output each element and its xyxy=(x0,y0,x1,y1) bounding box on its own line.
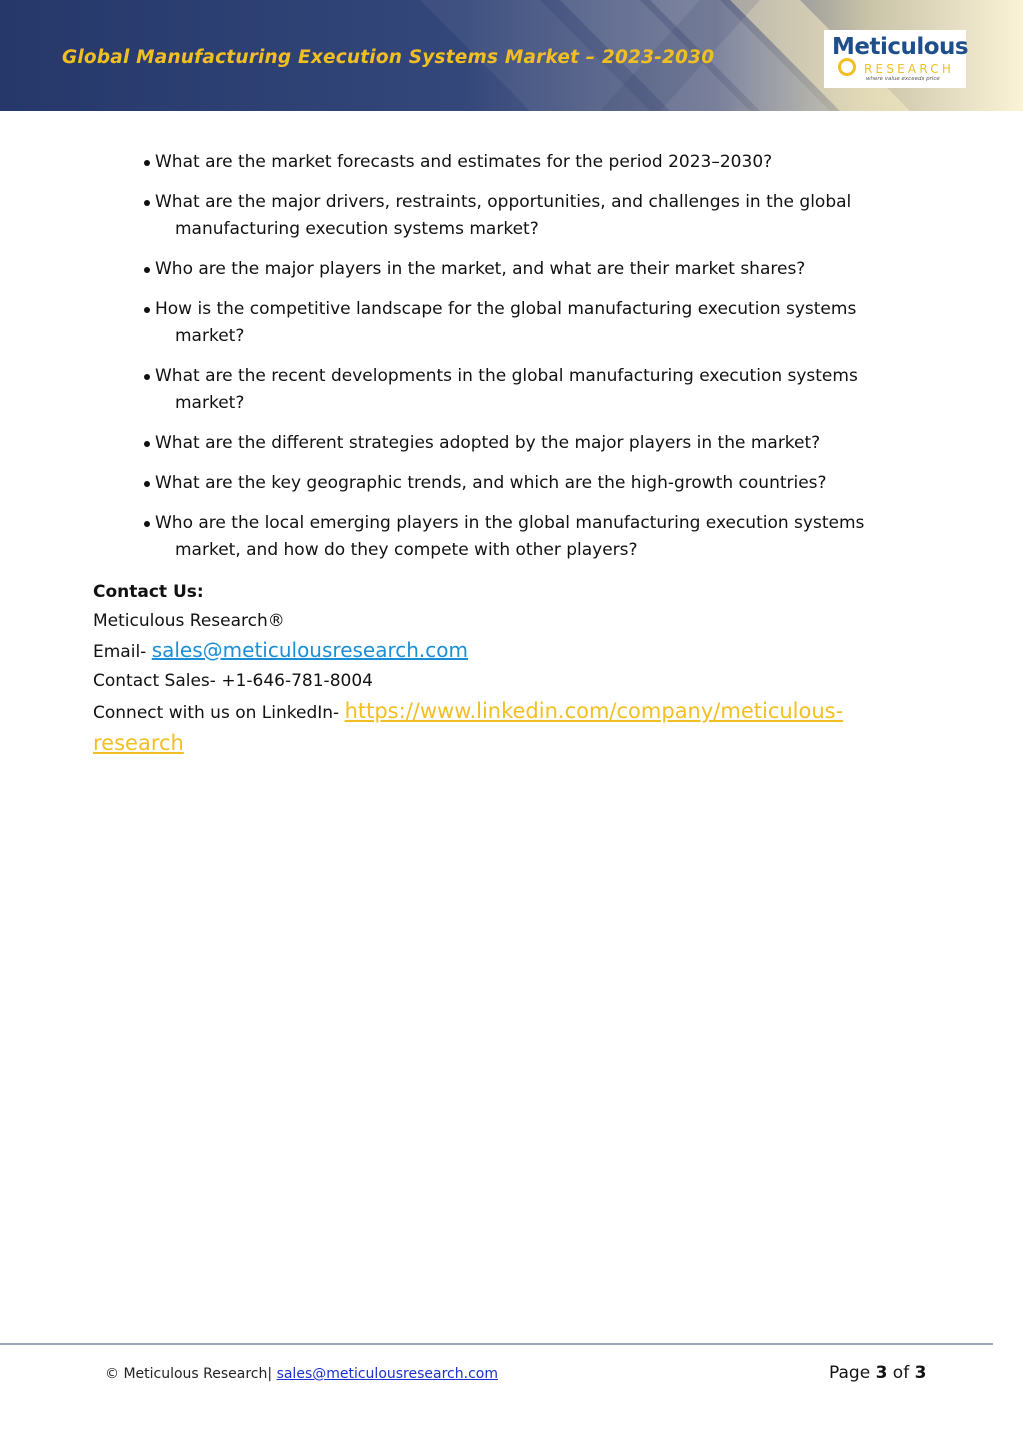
document-title: Global Manufacturing Execution Systems Market – 2023-2030 xyxy=(62,47,715,68)
list-item: Who are the major players in the market, and what are their market shares? xyxy=(142,256,922,283)
list-item: What are the major drivers, restraints, opportunities, and challenges in the global manufacturing execution systems market? xyxy=(142,189,922,243)
bullet-icon xyxy=(144,160,150,166)
list-item: What are the different strategies adopted by the major players in the market? xyxy=(142,430,922,457)
linkedin-label: Connect with us on LinkedIn- xyxy=(93,703,345,723)
footer-email-link[interactable]: sales@meticulousresearch.com xyxy=(276,1366,498,1382)
copyright-text: © Meticulous Research| xyxy=(105,1366,277,1382)
email-link[interactable]: sales@meticulousresearch.com xyxy=(151,638,469,662)
total-pages: 3 xyxy=(914,1363,927,1383)
list-item: What are the market forecasts and estimates for the period 2023–2030? xyxy=(142,149,922,176)
contact-heading: Contact Us: xyxy=(93,582,204,602)
logo-tagline: where value exceeds price xyxy=(866,76,940,82)
magnifier-icon xyxy=(838,58,856,76)
list-item: What are the key geographic trends, and which are the high-growth countries? xyxy=(142,470,922,497)
email-label: Email- xyxy=(93,642,152,662)
questions-list xyxy=(142,149,922,577)
footer-divider xyxy=(0,1343,993,1345)
meticulous-research-logo xyxy=(824,30,969,88)
list-item: What are the recent developments in the global manufacturing execution systems market? xyxy=(142,363,922,417)
email-row xyxy=(93,636,923,667)
logo-subtitle: RESEARCH xyxy=(864,62,955,76)
linkedin-row xyxy=(93,696,923,760)
bullet-icon xyxy=(144,267,150,273)
bullet-icon xyxy=(144,481,150,487)
list-item: How is the competitive landscape for the global manufacturing execution systems market? xyxy=(142,296,922,350)
bullet-icon xyxy=(144,521,150,527)
linkedin-link[interactable]: https://www.linkedin.com/company/meticulous- xyxy=(344,699,844,723)
linkedin-link-continued[interactable]: research xyxy=(93,731,184,755)
current-page: 3 xyxy=(875,1363,888,1383)
footer-copyright xyxy=(105,1366,498,1382)
logo-wordmark: Meticulous xyxy=(832,34,969,60)
page-number: Page 3 of 3 xyxy=(829,1363,927,1383)
contact-section xyxy=(93,578,923,760)
list-item: Who are the local emerging players in the global manufacturing execution systems market, and how do they compete with other players? xyxy=(142,510,922,564)
bullet-icon xyxy=(144,307,150,313)
bullet-icon xyxy=(144,441,150,447)
bullet-icon xyxy=(144,374,150,380)
bullet-icon xyxy=(144,200,150,206)
company-name: Meticulous Research® xyxy=(93,611,285,631)
page-header xyxy=(0,0,1023,111)
contact-sales: Contact Sales- +1-646-781-8004 xyxy=(93,671,373,691)
